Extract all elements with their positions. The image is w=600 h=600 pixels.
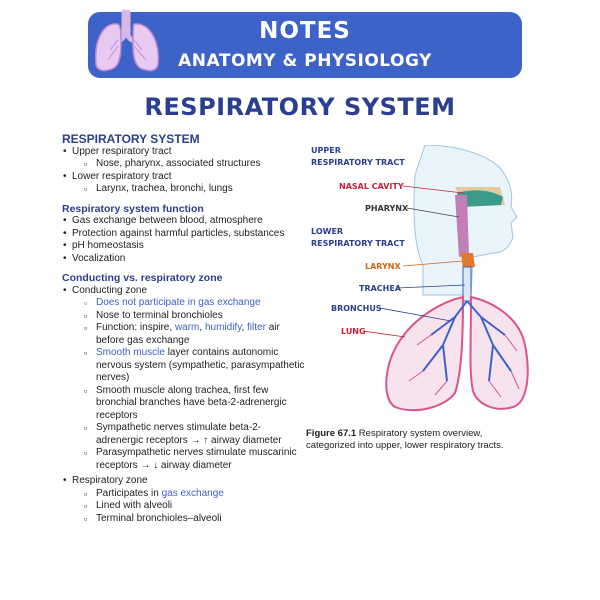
list-item: • Protection against harmful particles, substances	[62, 228, 307, 241]
list-item	[62, 347, 307, 385]
lower-tract-label: LOWER	[311, 227, 344, 236]
banner-title: NOTES	[259, 18, 351, 44]
list-item: • Upper respiratory tract	[62, 146, 307, 159]
bullet-list	[62, 285, 307, 526]
upper-tract-label: UPPER	[311, 146, 341, 155]
section-heading: RESPIRATORY SYSTEM	[62, 132, 200, 146]
section-heading: Conducting vs. respiratory zone	[62, 272, 223, 284]
text: Function: inspire,	[96, 322, 175, 333]
list-item: ▫ Smooth muscle along trachea, first few bronchial branches have beta-2-adrenergic receptors	[62, 385, 307, 423]
list-item: • Conducting zone	[62, 285, 307, 298]
list-item: ▫ Lined with alveoli	[62, 500, 307, 513]
list-item	[62, 322, 307, 347]
list-item: • Respiratory zone	[62, 475, 307, 488]
text: filter	[247, 322, 266, 333]
text: layer contains autonomic nervous system (sympathetic, parasympathetic nerves)	[96, 347, 305, 383]
list-item: • Gas exchange between blood, atmosphere	[62, 215, 307, 228]
caption-text: Respiratory system overview, categorized into upper, lower respiratory tracts.	[306, 428, 504, 451]
list-item: ▫ Does not participate in gas exchange	[62, 297, 307, 310]
list-item: ▫ Parasympathetic nerves stimulate muscarinic receptors → ↓ airway diameter	[62, 447, 307, 472]
list-item: ▫ Nose to terminal bronchioles	[62, 310, 307, 323]
text: Smooth muscle	[96, 347, 165, 358]
upper-tract-label: RESPIRATORY TRACT	[311, 158, 405, 167]
bronchus-label: BRONCHUS	[331, 304, 382, 313]
lungs-icon	[88, 4, 168, 76]
text: ,	[241, 322, 248, 333]
figure-caption	[306, 428, 516, 451]
list-item: ▫ Nose, pharynx, associated structures	[62, 158, 307, 171]
text: Participates in	[96, 487, 162, 499]
figure-label: Figure 67.1	[306, 428, 357, 439]
respiratory-diagram	[305, 145, 530, 415]
text: air before gas exchange	[96, 322, 280, 346]
larynx-label: LARYNX	[365, 262, 401, 271]
text: ,	[199, 322, 205, 333]
bullet-list	[62, 215, 307, 265]
trachea-label: TRACHEA	[359, 284, 402, 293]
list-item: • pH homeostasis	[62, 240, 307, 253]
text: gas exchange	[161, 487, 224, 499]
page-title: RESPIRATORY SYSTEM	[144, 93, 456, 121]
pharynx-label: PHARYNX	[365, 204, 409, 213]
lower-tract-label: RESPIRATORY TRACT	[311, 239, 405, 248]
list-item: ▫ Larynx, trachea, bronchi, lungs	[62, 183, 307, 196]
text: warm	[174, 322, 200, 333]
lung-label: LUNG	[341, 327, 366, 336]
text: humidify	[204, 322, 242, 333]
list-item: ▫ Sympathetic nerves stimulate beta-2-adrenergic receptors → ↑ airway diameter	[62, 422, 307, 447]
list-item: ▫ Terminal bronchioles–alveoli	[62, 513, 307, 526]
bullet-list	[62, 146, 307, 196]
nasal-cavity-label: NASAL CAVITY	[339, 182, 404, 191]
section-heading: Respiratory system function	[62, 202, 204, 215]
list-item: • Lower respiratory tract	[62, 171, 307, 184]
list-item: • Vocalization	[62, 253, 307, 266]
list-item	[62, 488, 307, 501]
notes-column	[62, 133, 307, 525]
banner-subtitle: ANATOMY & PHYSIOLOGY	[178, 51, 432, 71]
